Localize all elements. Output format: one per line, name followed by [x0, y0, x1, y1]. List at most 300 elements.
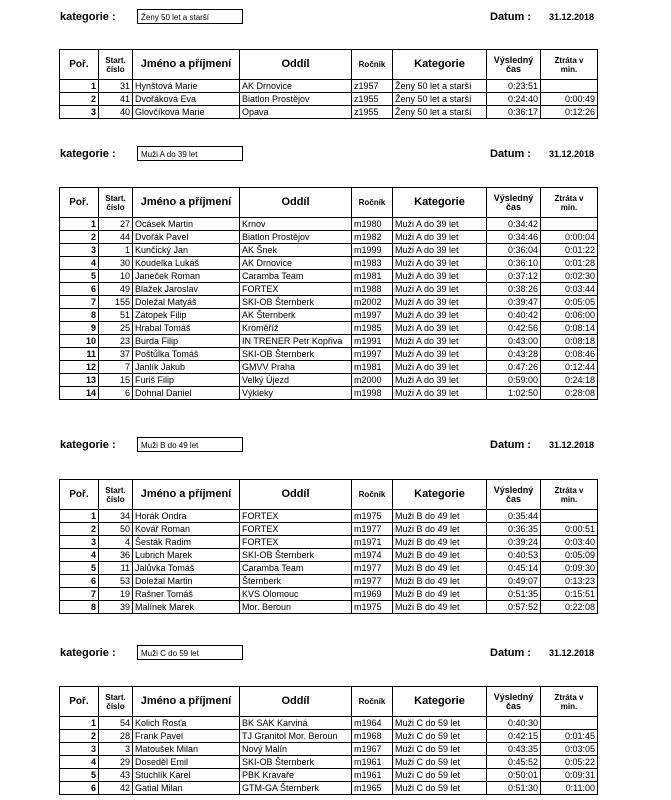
column-header-birth-year: Ročník: [352, 50, 393, 80]
name: Kunčický Jan: [133, 244, 240, 257]
rank: 2: [60, 231, 99, 244]
column-header-result-time: Výsledný čas: [487, 50, 541, 80]
result-time: 0:43:00: [487, 335, 541, 348]
birth-year: m1961: [352, 769, 393, 782]
birth-year: m1991: [352, 335, 393, 348]
birth-year: m1964: [352, 717, 393, 730]
table-header-row: [60, 480, 598, 510]
date-label: Datum :: [490, 439, 531, 451]
category: Muži B do 49 let: [393, 536, 487, 549]
rank: 6: [60, 782, 99, 795]
birth-year: m2002: [352, 296, 393, 309]
rank: 11: [60, 348, 99, 361]
table-row: [60, 730, 598, 743]
time-loss: 0:05:05: [541, 296, 598, 309]
club: Caramba Team: [240, 270, 352, 283]
rank: 4: [60, 756, 99, 769]
results-table: [59, 479, 598, 614]
time-loss: [541, 717, 598, 730]
birth-year: m1983: [352, 257, 393, 270]
table-row: [60, 601, 598, 614]
club: Opava: [240, 106, 352, 119]
table-row: [60, 283, 598, 296]
club: AK Drnovice: [240, 80, 352, 93]
club: GMVV Praha: [240, 361, 352, 374]
time-loss: 0:03:05: [541, 743, 598, 756]
name: Frank Pavel: [133, 730, 240, 743]
rank: 12: [60, 361, 99, 374]
start-number: 39: [99, 601, 133, 614]
time-loss: 0:24:18: [541, 374, 598, 387]
name: Matoušek Milan: [133, 743, 240, 756]
result-time: 0:51:35: [487, 588, 541, 601]
category: Muži C do 59 let: [393, 743, 487, 756]
club: Caramba Team: [240, 562, 352, 575]
date-label: Datum :: [490, 11, 531, 23]
name: Doležal Matyáš: [133, 296, 240, 309]
column-header-birth-year: Ročník: [352, 188, 393, 218]
start-number: 4: [99, 536, 133, 549]
start-number: 36: [99, 549, 133, 562]
category: Ženy 50 let a starší: [393, 93, 487, 106]
time-loss: 0:00:51: [541, 523, 598, 536]
result-time: 0:42:56: [487, 322, 541, 335]
birth-year: m1981: [352, 270, 393, 283]
time-loss: 0:00:49: [541, 93, 598, 106]
result-time: 0:40:53: [487, 549, 541, 562]
category: Muži C do 59 let: [393, 782, 487, 795]
time-loss: 0:13:23: [541, 575, 598, 588]
time-loss: 0:08:14: [541, 322, 598, 335]
club: AK Šnek: [240, 244, 352, 257]
start-number: 40: [99, 106, 133, 119]
column-header-category: Kategorie: [393, 480, 487, 510]
start-number: 19: [99, 588, 133, 601]
start-number: 23: [99, 335, 133, 348]
name: Poštůlka Tomáš: [133, 348, 240, 361]
result-time: 1:02:50: [487, 387, 541, 400]
category-label: kategorie :: [60, 439, 116, 451]
rank: 14: [60, 387, 99, 400]
category: Ženy 50 let a starší: [393, 80, 487, 93]
birth-year: z1955: [352, 93, 393, 106]
club: FORTEX: [240, 510, 352, 523]
time-loss: 0:22:08: [541, 601, 598, 614]
club: SKI-OB Šternberk: [240, 756, 352, 769]
table-row: [60, 523, 598, 536]
result-time: 0:40:42: [487, 309, 541, 322]
table-row: [60, 244, 598, 257]
table-row: [60, 296, 598, 309]
rank: 3: [60, 536, 99, 549]
column-header-rank: Poř.: [60, 480, 99, 510]
club: Výkleky: [240, 387, 352, 400]
club: Nový Malín: [240, 743, 352, 756]
name: Doseděl Emil: [133, 756, 240, 769]
result-time: 0:59:00: [487, 374, 541, 387]
club: Mor. Beroun: [240, 601, 352, 614]
column-header-category: Kategorie: [393, 50, 487, 80]
start-number: 51: [99, 309, 133, 322]
name: Kovář Roman: [133, 523, 240, 536]
name: Dohnal Daniel: [133, 387, 240, 400]
column-header-time-loss: Ztráta v min.: [541, 50, 598, 80]
category: Muži A do 39 let: [393, 283, 487, 296]
birth-year: m2000: [352, 374, 393, 387]
table-row: [60, 387, 598, 400]
date-value: 31.12.2018: [549, 149, 595, 159]
time-loss: 0:06:00: [541, 309, 598, 322]
birth-year: m1997: [352, 309, 393, 322]
result-time: 0:38:26: [487, 283, 541, 296]
club: Šternberk: [240, 575, 352, 588]
category: Muži A do 39 let: [393, 309, 487, 322]
name: Glovčíková Marie: [133, 106, 240, 119]
table-row: [60, 769, 598, 782]
time-loss: 0:03:40: [541, 536, 598, 549]
time-loss: 0:02:30: [541, 270, 598, 283]
club: PBK Kravaře: [240, 769, 352, 782]
date-value: 31.12.2018: [549, 648, 595, 658]
start-number: 6: [99, 387, 133, 400]
birth-year: m1965: [352, 782, 393, 795]
name: Dvořák Pavel: [133, 231, 240, 244]
start-number: 3: [99, 743, 133, 756]
category: Muži A do 39 let: [393, 374, 487, 387]
result-time: 0:50:01: [487, 769, 541, 782]
birth-year: m1981: [352, 361, 393, 374]
column-header-name: Jméno a příjmení: [133, 687, 240, 717]
result-time: 0:35:44: [487, 510, 541, 523]
category-header: [0, 9, 671, 29]
rank: 4: [60, 257, 99, 270]
rank: 2: [60, 523, 99, 536]
category-header: [0, 645, 671, 665]
category: Muži A do 39 let: [393, 257, 487, 270]
time-loss: 0:09:30: [541, 562, 598, 575]
time-loss: [541, 218, 598, 231]
name: Kolich Rosťa: [133, 717, 240, 730]
name: Malínek Marek: [133, 601, 240, 614]
club: AK Drnovice: [240, 257, 352, 270]
table-header-row: [60, 188, 598, 218]
table-header-row: [60, 687, 598, 717]
result-time: 0:40:30: [487, 717, 541, 730]
time-loss: 0:08:18: [541, 335, 598, 348]
time-loss: [541, 510, 598, 523]
column-header-name: Jméno a příjmení: [133, 188, 240, 218]
time-loss: 0:08:46: [541, 348, 598, 361]
club: Biatlon Prostějov: [240, 93, 352, 106]
table-row: [60, 510, 598, 523]
table-row: [60, 588, 598, 601]
birth-year: m1982: [352, 231, 393, 244]
name: Jalůvka Tomáš: [133, 562, 240, 575]
column-header-club: Oddíl: [240, 50, 352, 80]
name: Ocásek Martin: [133, 218, 240, 231]
name: Lubrich Marek: [133, 549, 240, 562]
birth-year: m1971: [352, 536, 393, 549]
birth-year: m1969: [352, 588, 393, 601]
category: Muži C do 59 let: [393, 717, 487, 730]
time-loss: 0:12:26: [541, 106, 598, 119]
results-table: [59, 686, 598, 795]
results-table: [59, 49, 598, 119]
column-header-result-time: Výsledný čas: [487, 188, 541, 218]
start-number: 28: [99, 730, 133, 743]
birth-year: m1999: [352, 244, 393, 257]
date-value: 31.12.2018: [549, 12, 595, 22]
rank: 1: [60, 717, 99, 730]
birth-year: m1997: [352, 348, 393, 361]
table-row: [60, 106, 598, 119]
start-number: 34: [99, 510, 133, 523]
result-time: 0:34:42: [487, 218, 541, 231]
club: TJ Granitol Mor. Beroun: [240, 730, 352, 743]
start-number: 15: [99, 374, 133, 387]
start-number: 1: [99, 244, 133, 257]
club: Kroměříž: [240, 322, 352, 335]
start-number: 27: [99, 218, 133, 231]
category: Muži A do 39 let: [393, 348, 487, 361]
result-time: 0:36:04: [487, 244, 541, 257]
category: Muži A do 39 let: [393, 270, 487, 283]
rank: 5: [60, 562, 99, 575]
category: Muži B do 49 let: [393, 588, 487, 601]
results-table: [59, 187, 598, 400]
category: Muži B do 49 let: [393, 575, 487, 588]
table-row: [60, 756, 598, 769]
table-row: [60, 361, 598, 374]
start-number: 53: [99, 575, 133, 588]
category: Muži A do 39 let: [393, 296, 487, 309]
category-label: kategorie :: [60, 11, 116, 23]
result-time: 0:39:47: [487, 296, 541, 309]
table-row: [60, 309, 598, 322]
column-header-club: Oddíl: [240, 687, 352, 717]
column-header-start-number: Start. číslo: [99, 50, 133, 80]
rank: 6: [60, 283, 99, 296]
name: Janlík Jakub: [133, 361, 240, 374]
start-number: 25: [99, 322, 133, 335]
time-loss: 0:12:44: [541, 361, 598, 374]
column-header-result-time: Výsledný čas: [487, 687, 541, 717]
table-row: [60, 218, 598, 231]
club: Krnov: [240, 218, 352, 231]
time-loss: [541, 80, 598, 93]
time-loss: 0:28:08: [541, 387, 598, 400]
category-name-box: Muži A do 39 let: [137, 146, 243, 161]
result-time: 0:45:14: [487, 562, 541, 575]
rank: 3: [60, 743, 99, 756]
start-number: 30: [99, 257, 133, 270]
name: Dvořáková Eva: [133, 93, 240, 106]
club: AK Šternberk: [240, 309, 352, 322]
result-time: 0:39:24: [487, 536, 541, 549]
date-label: Datum :: [490, 148, 531, 160]
column-header-time-loss: Ztráta v min.: [541, 188, 598, 218]
start-number: 44: [99, 231, 133, 244]
rank: 10: [60, 335, 99, 348]
result-time: 0:43:35: [487, 743, 541, 756]
table-row: [60, 322, 598, 335]
rank: 3: [60, 106, 99, 119]
rank: 3: [60, 244, 99, 257]
rank: 6: [60, 575, 99, 588]
time-loss: 0:05:09: [541, 549, 598, 562]
rank: 7: [60, 296, 99, 309]
column-header-start-number: Start. číslo: [99, 687, 133, 717]
birth-year: m1975: [352, 601, 393, 614]
result-time: 0:23:51: [487, 80, 541, 93]
rank: 9: [60, 322, 99, 335]
name: Horák Ondra: [133, 510, 240, 523]
birth-year: m1977: [352, 523, 393, 536]
birth-year: m1975: [352, 510, 393, 523]
result-time: 0:42:15: [487, 730, 541, 743]
category-header: [0, 437, 671, 457]
birth-year: m1985: [352, 322, 393, 335]
start-number: 29: [99, 756, 133, 769]
club: Velký Újezd: [240, 374, 352, 387]
rank: 7: [60, 588, 99, 601]
category: Muži A do 39 let: [393, 218, 487, 231]
name: Stuchlík Karel: [133, 769, 240, 782]
club: SKI-OB Šternberk: [240, 296, 352, 309]
category-name-box: Muži C do 59 let: [137, 645, 243, 660]
table-row: [60, 231, 598, 244]
result-time: 0:51:30: [487, 782, 541, 795]
time-loss: 0:11:00: [541, 782, 598, 795]
club: FORTEX: [240, 283, 352, 296]
column-header-time-loss: Ztráta v min.: [541, 480, 598, 510]
category: Muži C do 59 let: [393, 769, 487, 782]
start-number: 31: [99, 80, 133, 93]
category: Muži A do 39 let: [393, 244, 487, 257]
birth-year: z1955: [352, 106, 393, 119]
table-row: [60, 257, 598, 270]
table-row: [60, 270, 598, 283]
birth-year: m1977: [352, 562, 393, 575]
birth-year: m1974: [352, 549, 393, 562]
rank: 1: [60, 510, 99, 523]
column-header-name: Jméno a příjmení: [133, 50, 240, 80]
category: Muži B do 49 let: [393, 562, 487, 575]
table-row: [60, 335, 598, 348]
name: Rašner Tomáš: [133, 588, 240, 601]
rank: 2: [60, 93, 99, 106]
category: Muži A do 39 let: [393, 335, 487, 348]
column-header-rank: Poř.: [60, 687, 99, 717]
rank: 8: [60, 601, 99, 614]
category: Muži A do 39 let: [393, 322, 487, 335]
table-row: [60, 549, 598, 562]
rank: 5: [60, 769, 99, 782]
date-value: 31.12.2018: [549, 440, 595, 450]
table-row: [60, 536, 598, 549]
time-loss: 0:03:44: [541, 283, 598, 296]
time-loss: 0:09:31: [541, 769, 598, 782]
result-time: 0:47:26: [487, 361, 541, 374]
result-time: 0:36:10: [487, 257, 541, 270]
category-label: kategorie :: [60, 148, 116, 160]
column-header-club: Oddíl: [240, 188, 352, 218]
start-number: 11: [99, 562, 133, 575]
table-row: [60, 575, 598, 588]
result-time: 0:43:28: [487, 348, 541, 361]
column-header-time-loss: Ztráta v min.: [541, 687, 598, 717]
date-label: Datum :: [490, 647, 531, 659]
rank: 13: [60, 374, 99, 387]
name: Doležal Martin: [133, 575, 240, 588]
club: GTM-GA Šternberk: [240, 782, 352, 795]
category: Muži A do 39 let: [393, 361, 487, 374]
table-row: [60, 93, 598, 106]
table-row: [60, 717, 598, 730]
column-header-club: Oddíl: [240, 480, 352, 510]
time-loss: 0:15:51: [541, 588, 598, 601]
time-loss: 0:01:28: [541, 257, 598, 270]
club: KVS Olomouc: [240, 588, 352, 601]
time-loss: 0:01:45: [541, 730, 598, 743]
start-number: 42: [99, 782, 133, 795]
time-loss: 0:01:22: [541, 244, 598, 257]
start-number: 50: [99, 523, 133, 536]
table-row: [60, 782, 598, 795]
club: Biatlon Prostějov: [240, 231, 352, 244]
category: Muži C do 59 let: [393, 730, 487, 743]
result-time: 0:34:46: [487, 231, 541, 244]
result-time: 0:24:40: [487, 93, 541, 106]
time-loss: 0:05:22: [541, 756, 598, 769]
birth-year: m1998: [352, 387, 393, 400]
birth-year: m1967: [352, 743, 393, 756]
rank: 8: [60, 309, 99, 322]
start-number: 49: [99, 283, 133, 296]
name: Šesták Radim: [133, 536, 240, 549]
rank: 1: [60, 218, 99, 231]
club: SKI-OB Šternberk: [240, 549, 352, 562]
category: Muži B do 49 let: [393, 523, 487, 536]
category: Muži C do 59 let: [393, 756, 487, 769]
rank: 4: [60, 549, 99, 562]
start-number: 37: [99, 348, 133, 361]
column-header-category: Kategorie: [393, 687, 487, 717]
name: Furiš Filip: [133, 374, 240, 387]
name: Gatial Milan: [133, 782, 240, 795]
table-header-row: [60, 50, 598, 80]
club: FORTEX: [240, 536, 352, 549]
category: Muži A do 39 let: [393, 231, 487, 244]
birth-year: m1980: [352, 218, 393, 231]
start-number: 10: [99, 270, 133, 283]
time-loss: 0:00:04: [541, 231, 598, 244]
rank: 1: [60, 80, 99, 93]
category-name-box: Ženy 50 let a starší: [137, 9, 243, 24]
table-row: [60, 374, 598, 387]
column-header-name: Jméno a příjmení: [133, 480, 240, 510]
column-header-category: Kategorie: [393, 188, 487, 218]
birth-year: m1968: [352, 730, 393, 743]
result-time: 0:49:07: [487, 575, 541, 588]
name: Janeček Roman: [133, 270, 240, 283]
rank: 5: [60, 270, 99, 283]
birth-year: m1961: [352, 756, 393, 769]
category: Ženy 50 let a starší: [393, 106, 487, 119]
category-label: kategorie :: [60, 647, 116, 659]
start-number: 54: [99, 717, 133, 730]
start-number: 41: [99, 93, 133, 106]
